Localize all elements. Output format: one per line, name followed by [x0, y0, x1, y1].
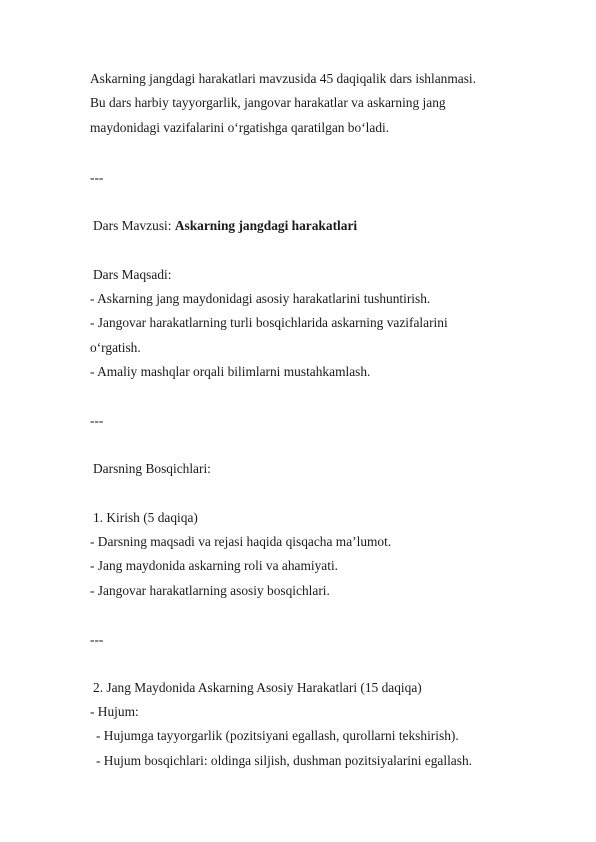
intro-line-3: maydonidagi vazifalarini o‘rgatishga qaratilgan bo‘ladi.: [90, 120, 390, 135]
stage2-attack-label: - Hujum:: [90, 704, 139, 719]
stage2-title: 2. Jang Maydonida Askarning Asosiy Harakatlari (15 daqiqa): [93, 680, 422, 695]
goal-item-1: - Askarning jang maydonidagi asosiy harakatlarini tushuntirish.: [90, 291, 431, 306]
topic-value: Askarning jangdagi harakatlari: [174, 218, 358, 233]
stage1-item-2: - Jang maydonida askarning roli va ahamiyati.: [90, 558, 339, 573]
goal-item-3: - Amaliy mashqlar orqali bilimlarni mustahkamlash.: [90, 364, 371, 379]
goal-item-2: - Jangovar harakatlarning turli bosqichlarida askarning vazifalarini: [90, 315, 448, 330]
intro-line-1: Askarning jangdagi harakatlari mavzusida 45 daqiqalik dars ishlanmasi.: [90, 71, 476, 86]
stage1-item-3: - Jangovar harakatlarning asosiy bosqichlari.: [90, 583, 330, 598]
goal-item-2-cont: o‘rgatish.: [90, 340, 141, 355]
stage2-attack-item-1: - Hujumga tayyorgarlik (pozitsiyani egallash, qurollarni tekshirish).: [96, 728, 459, 743]
intro-line-2: Bu dars harbiy tayyorgarlik, jangovar harakatlar va askarning jang: [90, 95, 446, 110]
topic-line: [93, 218, 357, 234]
goals-heading: Dars Maqsadi:: [93, 267, 172, 282]
stage2-attack-item-2: - Hujum bosqichlari: oldinga siljish, dushman pozitsiyalarini egallash.: [96, 753, 472, 768]
stage1-item-1: - Darsning maqsadi va rejasi haqida qisqacha ma’lumot.: [90, 534, 392, 549]
stage1-title: 1. Kirish (5 daqiqa): [93, 510, 198, 525]
separator-2: ---: [90, 413, 104, 428]
topic-label: Dars Mavzusi:: [93, 218, 175, 233]
separator-1: ---: [90, 170, 104, 185]
stages-heading: Darsning Bosqichlari:: [93, 461, 211, 476]
separator-3: ---: [90, 632, 104, 647]
